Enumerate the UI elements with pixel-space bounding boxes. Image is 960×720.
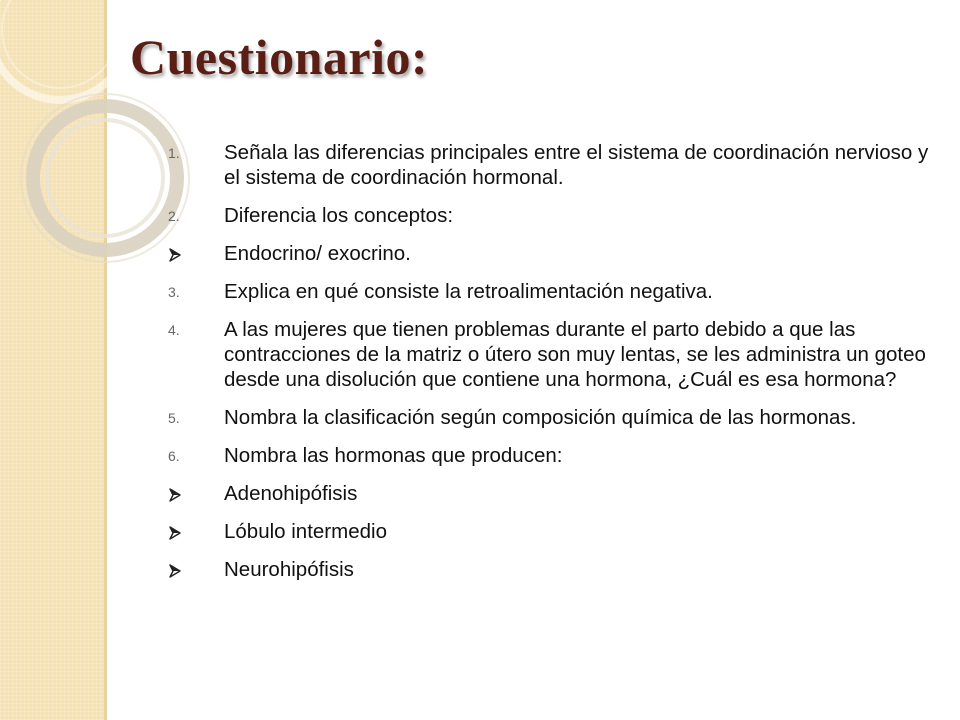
item-number: 4.: [168, 322, 180, 338]
item-number: 6.: [168, 448, 180, 464]
list-item: [168, 241, 938, 266]
arrow-bullet-icon: [168, 557, 224, 578]
item-text: Neurohipófisis: [224, 558, 354, 581]
list-item: [168, 317, 938, 392]
list-item: [168, 203, 938, 228]
list-item: [168, 519, 938, 544]
item-text: Explica en qué consiste la retroalimentación negativa.: [224, 280, 713, 303]
item-number: 2.: [168, 208, 180, 224]
list-item: [168, 140, 938, 190]
list-item: [168, 557, 938, 582]
question-list: [168, 140, 938, 595]
list-item: [168, 405, 938, 430]
item-text: Señala las diferencias principales entre el sistema de coordinación nervioso y el sistema de coordinación hormonal.: [224, 141, 929, 189]
arrow-bullet-icon: [168, 241, 224, 262]
arrow-bullet-icon: [168, 519, 224, 540]
list-item: [168, 443, 938, 468]
item-number: 1.: [168, 145, 180, 161]
item-text: Endocrino/ exocrino.: [224, 242, 411, 265]
item-text: Diferencia los conceptos:: [224, 204, 454, 227]
slide-title: Cuestionario:: [130, 29, 429, 85]
item-number: 3.: [168, 284, 180, 300]
item-number: 5.: [168, 410, 180, 426]
arrow-bullet-icon: [168, 481, 224, 502]
item-text: Nombra la clasificación según composición química de las hormonas.: [224, 406, 857, 429]
list-item: [168, 279, 938, 304]
item-text: Nombra las hormonas que producen:: [224, 444, 563, 467]
list-item: [168, 481, 938, 506]
item-text: A las mujeres que tienen problemas durante el parto debido a que las contracciones de la matriz o útero son muy lentas, se les administra un goteo desde una disolución que contiene una hormona, ¿Cuál es esa hormona?: [224, 318, 926, 391]
item-text: Lóbulo intermedio: [224, 520, 387, 543]
item-text: Adenohipófisis: [224, 482, 358, 505]
